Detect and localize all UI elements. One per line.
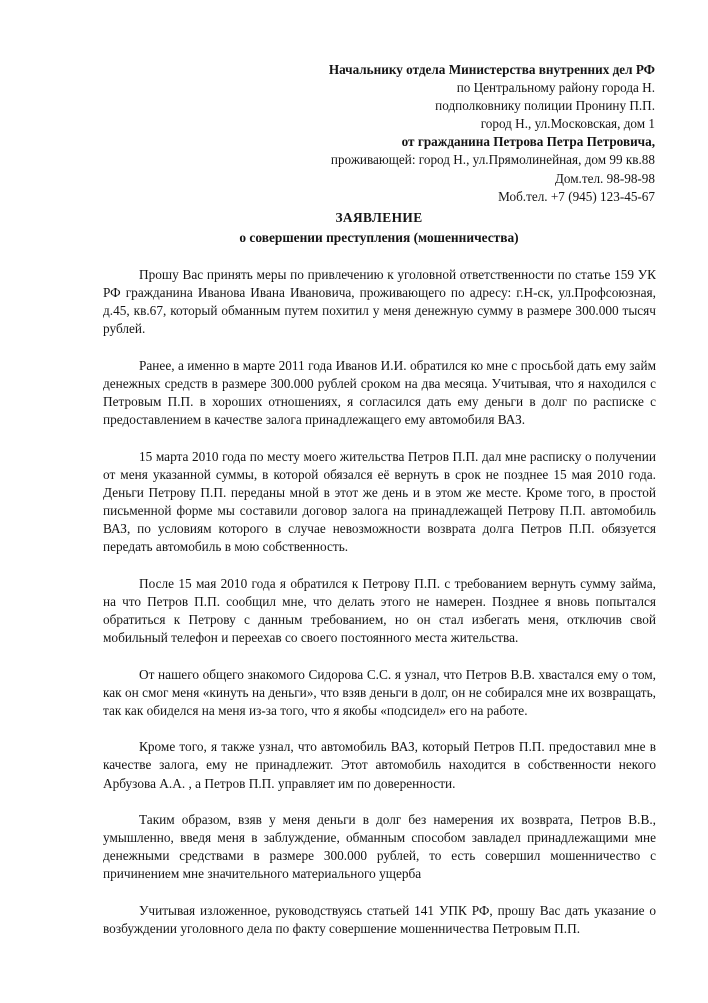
- addressee-line: Начальнику отдела Министерства внутренних дел РФ: [328, 62, 655, 77]
- addressee-line: по Центральному району города Н.: [456, 80, 655, 96]
- addressee-line: от гражданина Петрова Петра Петровича,: [401, 134, 655, 150]
- body-paragraph: 15 марта 2010 года по месту моего жительства Петров П.П. дал мне расписку о получении от меня указанной суммы, в которой обязался её вернуть в срок не позднее 15 мая 2010 года. Деньги Петрову П.П. переданы мной в этот же день и в этом же месте. Кроме того, в простой письменной форме мы составили договор залога на принадлежащей Петрову П.П. автомобиль ВАЗ, по условиям которого в случае невозможности возврата долга Петров П.П. обязуется передать автомобиль в мою собственность.: [103, 448, 656, 555]
- addressee-line: подполковнику полиции Пронину П.П.: [435, 98, 655, 114]
- body-paragraph: Прошу Вас принять меры по привлечению к уголовной ответственности по статье 159 УК РФ гражданина Иванова Ивана Ивановича, проживающего по адресу: г.Н-ск, ул.Профсоюзная, д.45, кв.67, который обманным путем похитил у меня денежную сумму в размере 300.000 тысяч рублей.: [103, 267, 656, 337]
- page-subtitle: о совершении преступления (мошенничества): [239, 230, 519, 245]
- document-body: [103, 266, 656, 938]
- addressee-line: проживающей: город Н., ул.Прямолинейная, дом 99 кв.88: [330, 152, 655, 168]
- document-title-block: [103, 209, 655, 247]
- body-paragraph: Ранее, а именно в марте 2011 года Иванов И.И. обратился ко мне с просьбой дать ему займ денежных средств в размере 300.000 рублей сроком на два месяца. Учитывая, что я находился с Петровым П.П. в хороших отношениях, я согласился дать ему деньги в долг по расписке с предоставлением в качестве залога принадлежащего ему автомобиля ВАЗ.: [103, 357, 656, 428]
- body-paragraph: Кроме того, я также узнал, что автомобиль ВАЗ, который Петров П.П. предоставил мне в качестве залога, ему не принадлежит. Этот автомобиль находится в собственности некого Арбузова А.А. , а Петров П.П. управляет им по доверенности.: [103, 739, 656, 791]
- addressee-line: Дом.тел. 98-98-98: [554, 170, 655, 186]
- addressee-line: Моб.тел. +7 (945) 123-45-67: [498, 188, 655, 204]
- body-paragraph: От нашего общего знакомого Сидорова С.С. я узнал, что Петров В.В. хвастался ему о том, как он смог меня «кинуть на деньги», что взяв деньги в долг, он не собирался мне их возвращать, так как обиделся на меня из-за того, что я якобы «подсидел» его на работе.: [103, 666, 656, 718]
- page-title: ЗАЯВЛЕНИЕ: [335, 210, 423, 225]
- body-paragraph: Таким образом, взяв у меня деньги в долг без намерения их возврата, Петров В.В., умышленно, введя меня в заблуждение, обманным способом завладел принадлежащими мне денежными средствами в размере 300.000 рублей, то есть совершил мошенничество с причинением мне значительного материального ущерба: [103, 811, 656, 882]
- addressee-line: город Н., ул.Московская, дом 1: [480, 116, 655, 132]
- body-paragraph: Учитывая изложенное, руководствуясь статьей 141 УПК РФ, прошу Вас дать указание о возбуждении уголовного дела по факту совершение мошенничества Петровым П.П.: [103, 902, 656, 936]
- body-paragraph: После 15 мая 2010 года я обратился к Петрову П.П. с требованием вернуть сумму займа, на что Петров П.П. сообщил мне, что делать этого не намерен. Позднее я вновь попытался обратиться к Петрову с данным требованием, но он стал избегать меня, отключив свой мобильный телефон и переехав со своего постоянного места жительства.: [103, 575, 656, 646]
- addressee-block: [296, 61, 655, 206]
